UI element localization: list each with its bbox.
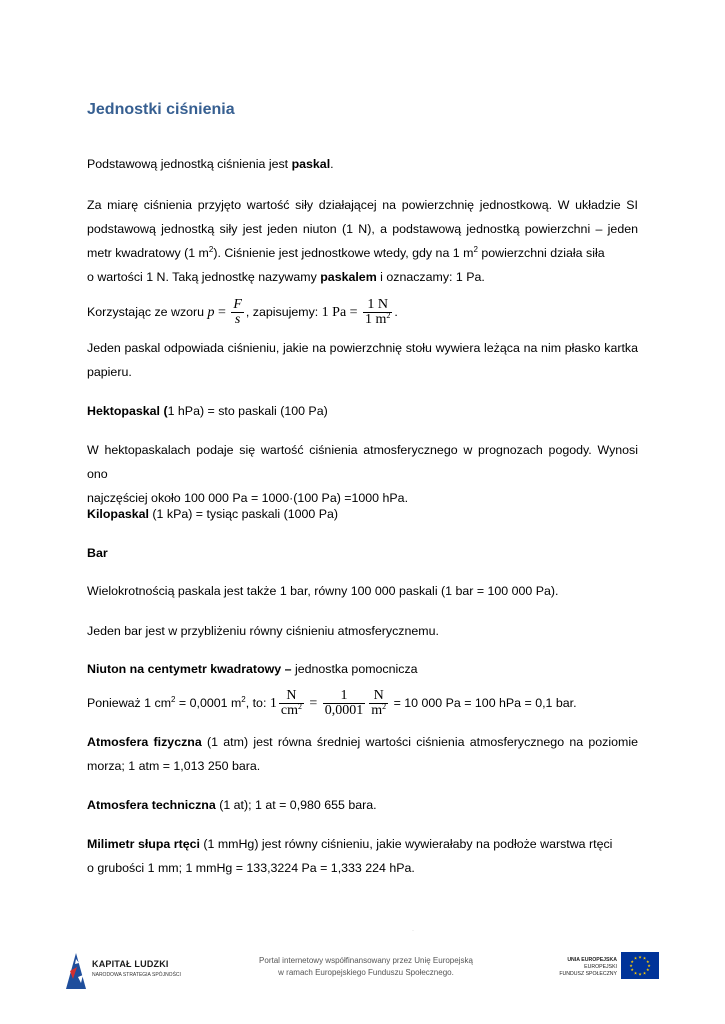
text: i oznaczamy: 1 Pa.	[376, 270, 485, 284]
paragraph-paskal-intro	[87, 152, 638, 176]
text: , to:	[245, 696, 267, 710]
superscript: 2	[208, 245, 214, 254]
text: FUNDUSZ SPOŁECZNY	[559, 971, 617, 977]
text: Portal internetowy współfinansowany przez Unię Europejską	[259, 956, 473, 965]
text: Za miarę ciśnienia przyjęto wartość siły działającej na powierzchnię jednostkową. W układzie SI podstawową jednostką siły jest jeden niuton (1 N), a podstawową jednostką powierzchni – jeden metr kwadratowy (1 m	[87, 198, 638, 260]
formula-line	[87, 295, 638, 330]
paragraph-kilopaskal	[87, 502, 638, 526]
paragraph-atmosfera-techniczna	[87, 793, 638, 817]
kapital-ludzki-emblem-icon	[64, 949, 90, 991]
numerator: N	[286, 688, 297, 704]
math-op: =	[217, 305, 226, 320]
svg-text:★: ★	[638, 954, 642, 960]
numerator: 1	[340, 688, 348, 704]
text: o grubości 1 mm; 1 mmHg = 133,3224 Pa = 1,333 224 hPa.	[87, 861, 415, 875]
text: , zapisujemy:	[245, 305, 319, 319]
svg-text:★: ★	[646, 967, 650, 972]
superscript: 2	[386, 311, 391, 321]
paragraph-paskal-example: Jeden paskal odpowiada ciśnieniu, jakie na powierzchnię stołu wywiera leżąca na nim płasko kartka papieru.	[87, 341, 638, 379]
text: W hektopaskalach podaje się wartość ciśnienia atmosferycznego w prognozach pogody. Wynosi ono	[87, 443, 638, 481]
text: jednostka pomocnicza	[291, 662, 418, 676]
denominator	[363, 312, 392, 327]
superscript: 2	[241, 695, 246, 704]
kapital-ludzki-logo	[64, 949, 194, 991]
text: najczęściej około 100 000 Pa = 1000·(100 Pa) =1000 hPa.	[87, 491, 409, 505]
fraction-f-over-s	[231, 298, 244, 327]
bold-term: paskalem	[320, 270, 377, 284]
eu-flag-icon	[621, 952, 659, 979]
numerator: N	[373, 688, 384, 704]
bold-term: Hektopaskal (	[87, 404, 168, 418]
paragraph-bar: Wielokrotnością paskala jest także 1 bar, równy 100 000 paskali (1 bar = 100 000 Pa).	[87, 584, 559, 598]
bold-term: Atmosfera fizyczna	[87, 735, 202, 749]
denominator: s	[231, 312, 244, 327]
text: Ponieważ 1 cm	[87, 696, 172, 710]
numerator: 1 N	[367, 297, 388, 313]
paragraph-mmhg	[87, 832, 638, 880]
svg-text:★: ★	[633, 970, 638, 976]
svg-text:★: ★	[642, 955, 647, 961]
text: o wartości 1 N. Taką jednostkę nazywamy	[87, 270, 321, 284]
text: 1 hPa) = sto paskali (100 Pa)	[167, 404, 328, 418]
kapital-ludzki-subtitle: NARODOWA STRATEGIA SPÓJNOŚCI	[92, 972, 181, 978]
text: (1 kPa) = tysiąc paskali (1000 Pa)	[148, 507, 339, 521]
bold-term: Bar	[87, 546, 108, 560]
text: = 0,0001 m	[175, 696, 242, 710]
formula-niuton-line	[87, 686, 638, 721]
paragraph-hektopaskal-weather	[87, 438, 638, 510]
paragraph-niuton	[87, 657, 638, 681]
fraction-n-over-m2	[363, 298, 392, 327]
text: m	[371, 703, 383, 719]
superscript: 2	[171, 695, 176, 704]
paragraph-definition	[87, 193, 638, 289]
text: powierzchni działa siła	[477, 246, 605, 260]
superscript: 2	[473, 245, 478, 254]
paragraph-hektopaskal	[87, 399, 638, 423]
text: Korzystając ze wzoru	[87, 305, 205, 319]
footer	[0, 935, 725, 1005]
page-title: Jednostki ciśnienia	[87, 101, 235, 118]
superscript: 2	[297, 702, 302, 712]
math-term: 1	[269, 696, 277, 711]
bold-term: Kilopaskal	[87, 507, 149, 521]
math-op: =	[349, 305, 358, 320]
svg-text:★: ★	[630, 959, 634, 964]
text: ). Ciśnienie jest jednostkowe wtedy, gdy na 1 m	[213, 246, 474, 260]
denominator	[369, 703, 388, 718]
cofinancing-note	[236, 955, 496, 979]
superscript: 2	[382, 702, 387, 712]
heading-bar	[87, 541, 638, 565]
text: (1 atm) jest równa średniej wartości ciśnienia atmosferycznego na poziomie morza; 1 atm = 1,013 250 bara.	[87, 735, 638, 773]
denominator: 0,0001	[324, 703, 364, 719]
svg-text:★: ★	[633, 955, 638, 961]
svg-text:★: ★	[646, 959, 650, 964]
text: w ramach Europejskiego Funduszu Społecznego.	[278, 968, 454, 977]
eu-stars-icon	[621, 952, 659, 979]
text: = 10 000 Pa = 100 hPa = 0,1 bar.	[390, 696, 577, 710]
text: EUROPEJSKI	[584, 964, 617, 970]
bold-term: Atmosfera techniczna	[87, 798, 216, 812]
svg-text:★: ★	[642, 970, 647, 976]
text: (1 at); 1 at = 0,980 655 bara.	[215, 798, 377, 812]
bold-term: Milimetr słupa rtęci	[87, 837, 200, 851]
text: (1 mmHg) jest równy ciśnieniu, jakie wywierałaby na podłoże warstwa rtęci	[199, 837, 613, 851]
text: UNIA EUROPEJSKA	[567, 957, 617, 963]
bold-term: paskal	[291, 157, 331, 171]
math-op: =	[309, 696, 318, 711]
denominator	[279, 703, 304, 718]
numerator: F	[233, 297, 242, 313]
text: .	[330, 157, 334, 171]
svg-text:★: ★	[629, 963, 633, 968]
math-term: 1 Pa	[321, 305, 347, 320]
paragraph-atmosfera-fizyczna	[87, 730, 638, 778]
text: .	[394, 305, 398, 319]
text: Podstawową jednostką ciśnienia jest	[87, 157, 292, 171]
fraction-n-over-cm2	[279, 689, 304, 718]
text: cm	[280, 703, 298, 719]
paragraph-bar-atmosphere: Jeden bar jest w przybliżeniu równy ciśnieniu atmosferycznemu.	[87, 624, 439, 638]
math-var: p	[207, 305, 215, 320]
svg-text:★: ★	[647, 963, 651, 968]
fraction-n-over-m2	[369, 689, 388, 718]
eu-label	[555, 957, 617, 978]
fraction-1-over-00001	[323, 689, 366, 718]
bold-term: Niuton na centymetr kwadratowy –	[87, 662, 292, 676]
text: 1 m	[364, 312, 387, 328]
svg-text:★: ★	[630, 967, 634, 972]
svg-text:★: ★	[638, 971, 642, 977]
page-marker: ·	[412, 928, 414, 934]
kapital-ludzki-title: KAPITAŁ LUDZKI	[92, 959, 169, 969]
